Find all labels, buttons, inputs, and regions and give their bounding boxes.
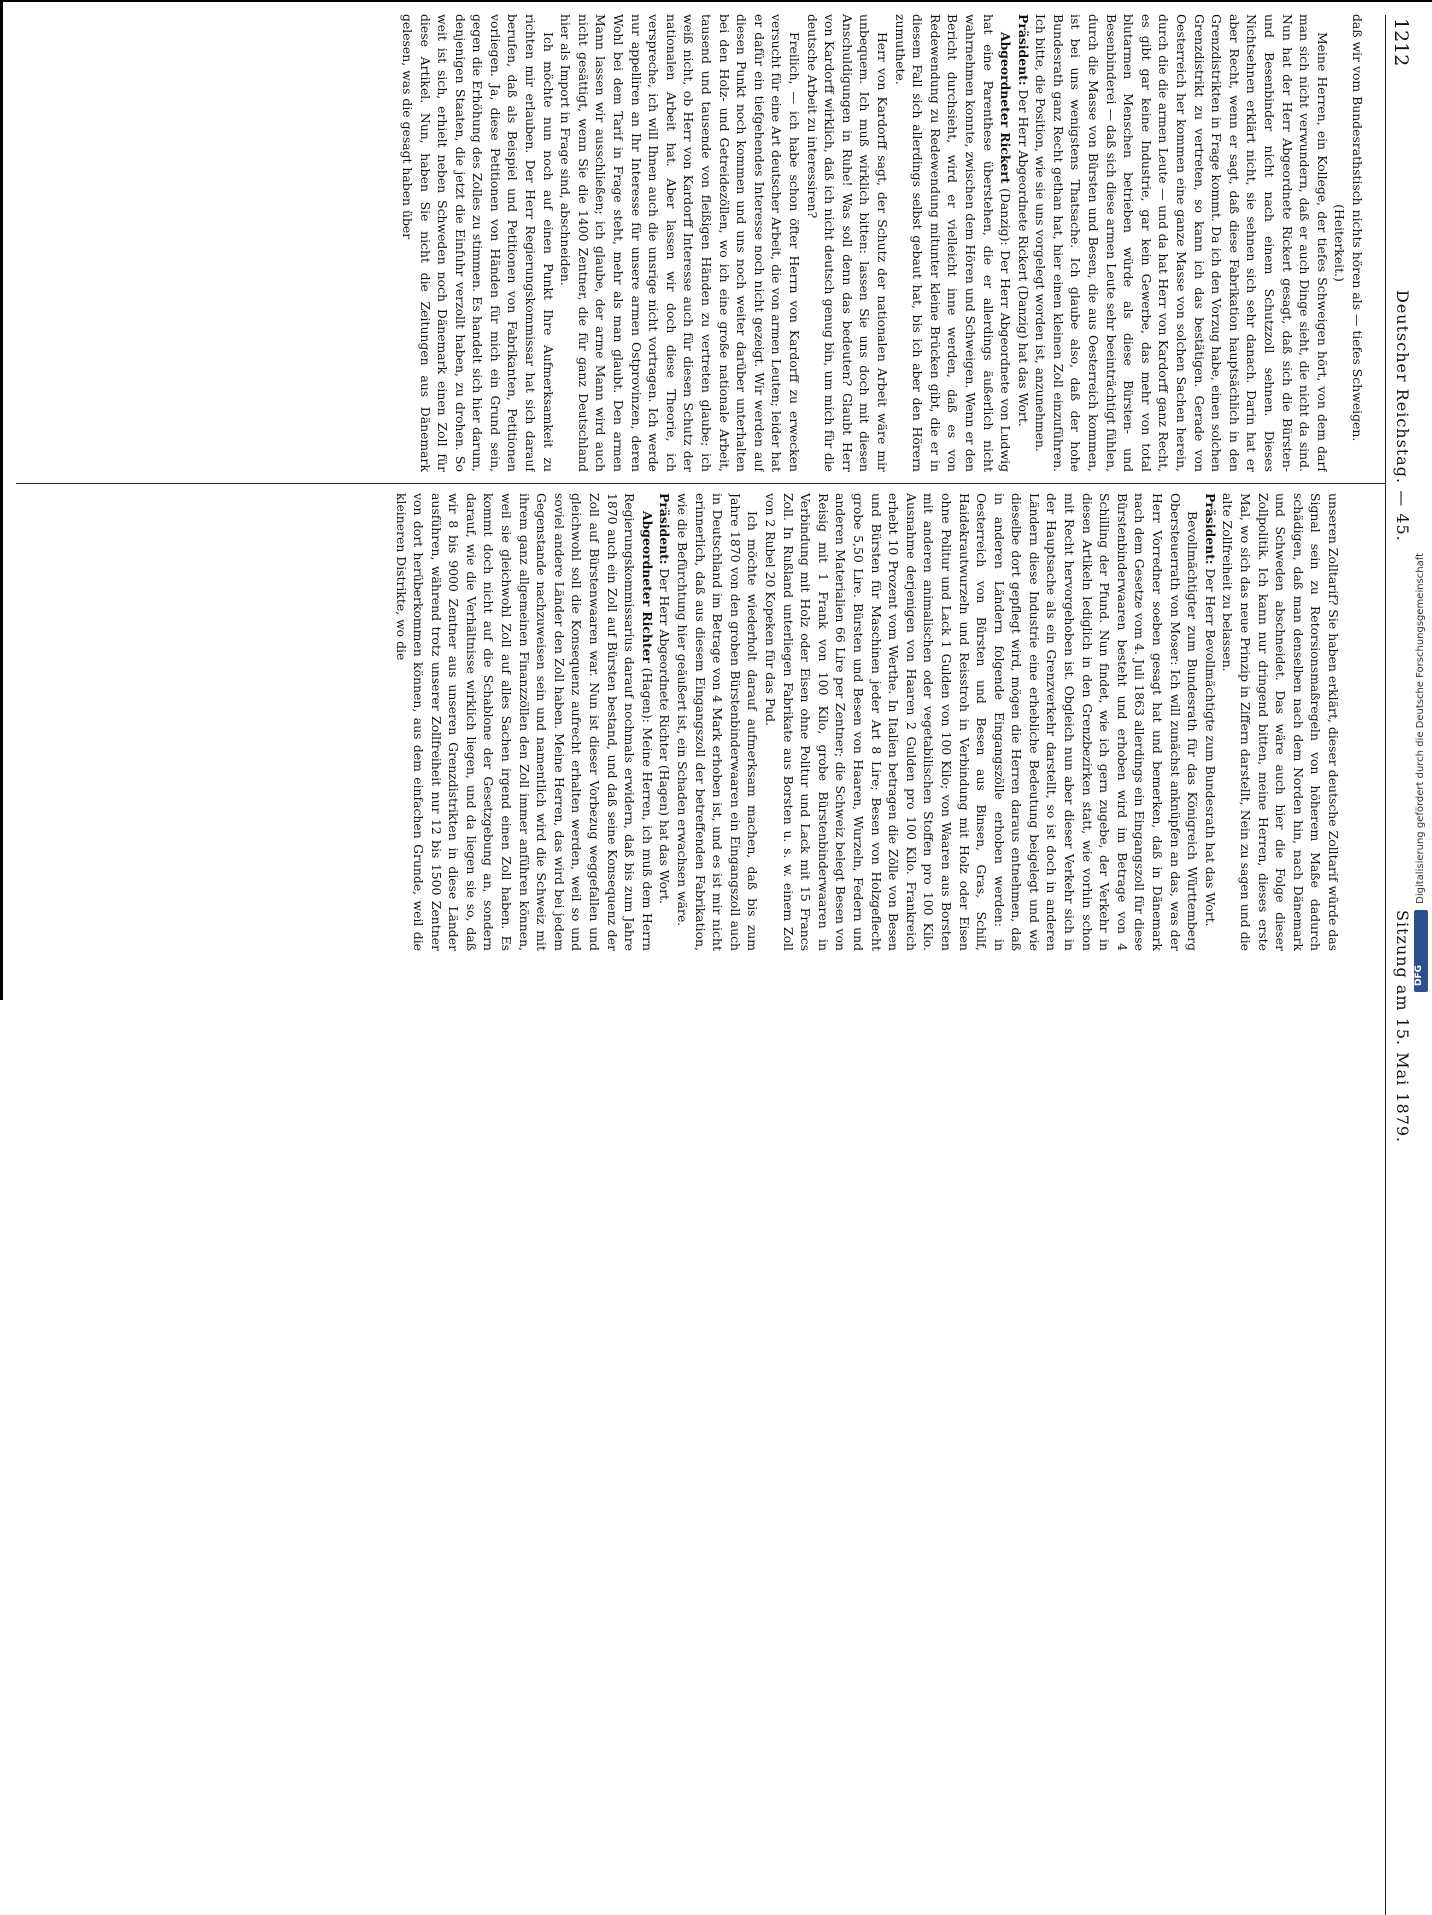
paragraph-text: Freilich, — ich habe schon öfter Herrn von Kardorff zu erwecken versucht für eine Art deutscher Arbeit, die von armen Leuten; leider hat er dafür ein tiefgehendes Interesse noch nicht gezeigt. Wir werden auf diesen Punkt noch kommen und uns noch weiter darüber unterhalten bei den Holz- und Getreidezöllen, wo ich eine große nationale Arbeit, tausend und tausende von fleißigen Händen zu vertreten glaube; ich weiß nicht, ob Herr von Kardorff Interesse auch für diesen Schutz der nationalen Arbeit hat. Aber lassen wir doch diese Theorie, ich verspreche, ich will Ihnen auch die unsrige nicht vortragen. Ich werde nur appelliren an Ihr Interesse für unsere armen Ostprovinzen, deren Wohl bei dem Tarif in Frage steht, mehr als man glaubt. Den armen Mann lassen wir ausschließen; ich glaube, der arme Mann wird auch nicht gesättigt, wenn Sie die 1400 Zentner, die für ganz Deutschland hier als Import in Frage sind, abschneiden. [558, 14, 802, 472]
running-head-left: Deutscher Reichstag. — 45. [1393, 290, 1412, 542]
header-rule [1385, 15, 1386, 1915]
digitization-credit: Digitalisierung gefördert durch die Deutsche Forschungsgemeinschaft [1415, 553, 1426, 904]
speaker-name: Abgeordneter Rickert [998, 32, 1014, 184]
paragraph [1201, 493, 1219, 951]
paragraph-text: (Danzig): Der Herr Abgeordnete von Ludwig hat eine Parenthese überstehen, die er allerdings äußerlich nicht wahrnehmen konnte, zwischen dem Hören und Schweigen. Wenn er den Bericht durchsieht, wird er vielleicht inne werden, daß es von Redewendung zu Redewendung mitunter kleine Brücken gibt, die er in diesem Fall sich allerdings selbst gebaut hat, bis ich aber den Hörern zumuthete. [892, 14, 1014, 472]
paragraph [673, 493, 761, 951]
paragraph [1348, 14, 1366, 472]
page-number: 1212 [1390, 18, 1412, 67]
paragraph-text: Der Herr Abgeordnete Richter (Hagen) hat das Wort. [657, 564, 673, 904]
dfg-logo-text: DFG [1414, 964, 1424, 986]
paragraph-text: Ich möchte wiederholt darauf aufmerksam machen, daß bis zum Jahre 1870 von den groben Bürstenbinderwaaren ein Eingangszoll auch in Deutschland im Betrage von 4 Mark erhoben ist, und es ist mir nicht erinnerlich, daß aus diesem Eingangszoll der betreffenden Fabrikation, wie die Befürchtung hier geäußert ist, ein Schaden erwachsen wäre. [675, 493, 761, 951]
paragraph-text: unseren Zolltarif? Sie haben erklärt, dieser deutsche Zolltarif würde das Signal sein zu Retorsionsmaßregeln von höherem Maße dadurch schädigen, daß man denselben nach dem Norden hin, nach Dänemark und Schweden abschneidet. Das wäre auch hier die Folge dieser Zollpolitik. Ich kann nur dringend bitten, meine Herren, dieses erste Mal, wo sich das neue Prinzip in Ziffern darstellt, Nein zu sagen und die alte Zollfreiheit zu belassen. [1220, 493, 1341, 951]
right-text-column [16, 493, 1342, 951]
speaker-name: Präsident: [1015, 14, 1031, 86]
paragraph-text: (Hagen): Meine Herren, ich muß dem Herrn Regierungskommissarius darauf nochmals erwidern, daß bis zum Jahre 1870 auch ein Zoll auf Bürsten bestand, und daß seine Konsequenz der Zoll auf Bürstenwaaren war. Nun ist dieser Vorbezug weggefallen und gleichwohl soll die Konsequenz aufrecht erhalten werden, weil so und soviel andere Länder den Zoll haben. Meine Herren, das wird bei jedem Gegenstande nachzuweisen sein und namentlich wird die Schweiz mit ihrem ganz allgemeinen Finanzzöllen den Zoll immer anführen können, weil sie gleichwohl Zoll auf alles Sachen irgend einen Zoll haben. Es kommt doch nicht auf die Schablone der Gesetzgebung an, sondern darauf, wie die Verhältnisse wirklich liegen, und da liegen sie so, daß wir 8 bis 9000 Zentner aus unseren Grenzdistrikten in diese Länder ausführen, während trotz unserer Zollfreiheit nur 12 bis 1500 Zentner von dort herüberkommen können, aus dem einfachen Grunde, weil die kleineren Distrikte, wo die [393, 493, 655, 951]
left-text-column [16, 14, 1366, 472]
paragraph-text: Herr von Kardorff sagt, der Schutz der nationalen Arbeit wäre mir unbequem. Ich muß wirklich bitten: lassen Sie uns doch mit diesen Anschuldigungen in Ruhe! Was soll denn das bedeuten? Glaubt Herr von Kardorff wirklich, daß ich nicht deutsch genug bin, um mich für die deutsche Arbeit zu interessiren? [804, 14, 890, 472]
paragraph [761, 493, 1201, 951]
column-separator [16, 483, 1386, 484]
paragraph [803, 14, 891, 472]
running-head-right: Sitzung am 15. Mai 1879. [1393, 910, 1412, 1144]
paragraph-text: Der Herr Bevollmächtigte zum Bundesrath hat das Wort. [1202, 564, 1218, 927]
paragraph [656, 493, 674, 951]
paragraph-text: Meine Herren, ein Kollege, der tiefes Schweigen hört, von dem darf man sich nicht verwundern, daß er auch Dinge sieht, die nicht da sind. Nun hat der Herr Abgeordnete Rickert gesagt, daß sich die Bürsten- und Besenbinder nicht nach einem Schutzzoll sehnen. Dieses Nichtsehnen erklärt nicht, sie sehnen sich sehr danach. Darin hat er aber Recht, wenn er sagt, daß diese Fabrikation hauptsächlich in den Grenzdistrikten in Frage kommt. Da ich den Vorzug habe, einen solchen Grenzdistrikt zu vertreten, so kann ich das bestätigen. Gerade von Oesterreich her kommen eine ganze Masse von solchen Sachen herein, durch die die armen Leute — und da hat Herr von Kardorff ganz Recht, es gibt gar keine Industrie, gar kein Gewerbe, das mehr von total blutarmen Menschen betrieben würde als diese Bürsten- und Besenbinderei — daß sich diese armen Leute sehr beeinträchtigt fühlen, durch die Masse von Bürsten und Besen, die aus Oesterreich kommen, ist bei uns wenigstens Thatsache. Ich glaube also, daß der hohe Bundesrath ganz Recht gethan hat, hier einen kleinen Zoll einzuführen. Ich bitte, die Position, wie sie uns vorgelegt worden ist, anzunehmen. [1033, 14, 1330, 472]
paragraph-text: Bevollmächtigter zum Bundesrath für das Königreich Württemberg Obersteuerrath von Moser: Ich will zunächst anknüpfen an das, was der Herr Vorredner soeben gesagt hat und bemerken, daß in Dänemark nach dem Gesetze vom 4. Juli 1863 allerdings ein Eingangszoll für diese Bürstenbinderwaaren besteht und erhoben wird im Betrage von 4 Schilling der Pfund. Nun findet, wie ich gern zugebe, der Verkehr in diesen Artikeln lediglich in den Grenzbezirken statt, wie vorhin schon mit Recht hervorgehoben ist. Obgleich nun aber dieser Verkehr sich in der Hauptsache als ein Grenzverkehr darstellt, so ist doch in anderen Ländern diese Industrie eine erhebliche Bedeutung beigelegt und wie dieselbe dort gepflegt wird, mögen die Herren daraus entnehmen, daß in anderen Ländern folgende Eingangszölle erhoben werden: in Oesterreich von Bürsten und Besen aus Binsen, Gras, Schilf, Haidekrautwurzeln und Reisstroh in Verbindung mit Holz oder Eisen ohne Politur und Lack 1 Gulden von 100 Kilo; von Waaren aus Borsten mit anderen animalischen oder vegetabilischen Stoffen pro 100 Kilo. Ausnahme derjenigen von Haaren 2 Gulden pro 100 Kilo. Frankreich erhebt 10 Prozent vom Werthe. In Italien betragen die Zölle von Besen und Bürsten für Maschinen jeder Art 8 Lire; Besen von Holzgeflecht grobe 5,50 Lire. Bürsten und Besen von Haaren, Wurzeln, Federn und anderen Materialien 66 Lire per Zentner; die Schweiz belegt Besen von Reisig mit 1 Frank von 100 Kilo, grobe Bürstenbinderwaaren in Verbindung mit Holz oder Eisen ohne Politur und Lack mit 15 Francs Zoll. In Rußland unterliegen Fabrikate aus Borsten u. s. w. einem Zoll von 2 Rubel 20 Kopeken für das Pud. [763, 493, 1201, 951]
paragraph-text: daß wir vom Bundesrathstisch nichts hören als — tiefes Schweigen. [1350, 14, 1365, 442]
speaker-name: Präsident: [1202, 493, 1218, 565]
paragraph [392, 493, 656, 951]
paragraph [1014, 14, 1032, 472]
page-header [1370, 0, 1420, 1144]
paragraph-text: Ich möchte nun noch auf einen Punkt Ihre Aufmerksamkeit zu richten mir erlauben. Der Herr Regierungskommissar hat sich darauf berufen, daß als Beispiel und Petitionen von Fabrikanten, Petitionen vorliegen. Ja, diese Petitionen von Händen für mich ein Grund sein, gegen die Erhöhung des Zolles zu stimmen. Es handelt sich hier darum, denjenigen Staaten, die jetzt die Einfuhr verzollt haben, zu drohen. So weit ist sich, erhielt neben Schweden noch Dänemark einen Zoll für diese Artikel. Nun, haben Sie nicht die Zeitungen aus Dänemark gelesen, was die gesagt haben über [399, 14, 556, 472]
paragraph-text: Der Herr Abgeordnete Rickert (Danzig) hat das Wort. [1015, 85, 1031, 427]
speaker-name: Präsident: [657, 493, 673, 565]
speaker-name: Abgeordneter Richter [639, 511, 655, 663]
paragraph [1032, 14, 1331, 472]
paragraph [398, 14, 556, 472]
paragraph [557, 14, 803, 472]
stage-direction [1331, 14, 1349, 472]
paragraph [1219, 493, 1342, 951]
paragraph [891, 14, 1014, 472]
paragraph-text: (Heiterkeit.) [1332, 204, 1348, 282]
